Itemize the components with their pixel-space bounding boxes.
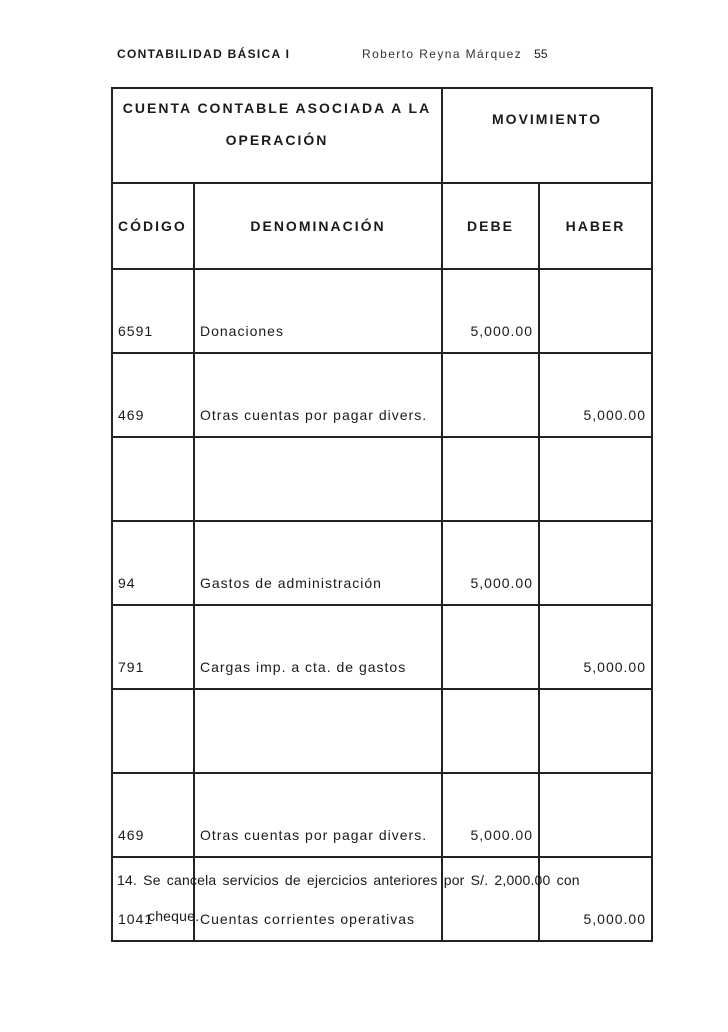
cell-debe [442,689,539,773]
group-header-movement: MOVIMIENTO [442,88,652,183]
table-row [112,773,652,857]
table-row [112,605,652,689]
cell-haber: 5,000.00 [539,353,652,437]
cell-denominacion: Otras cuentas por pagar divers. [194,353,442,437]
page-number: 55 [534,47,548,61]
cell-codigo: 469 [112,353,194,437]
cell-haber [539,521,652,605]
cell-haber [539,437,652,521]
col-header-haber: HABER [539,183,652,269]
cell-debe: 5,000.00 [442,521,539,605]
table-row [112,689,652,773]
cell-denominacion [194,689,442,773]
table-row [112,269,652,353]
cell-denominacion: Otras cuentas por pagar divers. [194,773,442,857]
cell-codigo [112,689,194,773]
cell-codigo: 94 [112,521,194,605]
cell-codigo: 469 [112,773,194,857]
cell-debe: 5,000.00 [442,773,539,857]
cell-debe [442,353,539,437]
cell-codigo [112,437,194,521]
cell-denominacion: Donaciones [194,269,442,353]
cell-haber: 5,000.00 [539,857,652,941]
running-header-author: Roberto Reyna Márquez [362,47,523,61]
exercise-note [117,862,580,934]
cell-haber [539,269,652,353]
running-header-right [362,47,548,61]
col-header-denominacion: DENOMINACIÓN [194,183,442,269]
table-row [112,521,652,605]
table-row [112,353,652,437]
journal-entry-table [111,87,653,942]
col-header-codigo: CÓDIGO [112,183,194,269]
cell-denominacion: Cuentas corrientes operativas [194,857,442,941]
cell-haber: 5,000.00 [539,605,652,689]
cell-debe: 5,000.00 [442,269,539,353]
col-header-debe: DEBE [442,183,539,269]
running-header-title: CONTABILIDAD BÁSICA I [117,47,291,61]
cell-denominacion: Cargas imp. a cta. de gastos [194,605,442,689]
group-header-account: CUENTA CONTABLE ASOCIADA A LA OPERACIÓN [112,88,442,183]
cell-codigo: 1041 [112,857,194,941]
cell-debe [442,605,539,689]
cell-denominacion [194,437,442,521]
cell-haber [539,773,652,857]
cell-denominacion: Gastos de administración [194,521,442,605]
cell-debe [442,437,539,521]
group-header-row [112,88,652,183]
note-line-1: 14. Se cancela servicios de ejercicios anteriores por S/. 2,000.00 con [117,872,580,888]
cell-codigo: 791 [112,605,194,689]
cell-haber [539,689,652,773]
note-line-2: cheque. [148,908,200,924]
cell-codigo: 6591 [112,269,194,353]
column-header-row [112,183,652,269]
table-row [112,437,652,521]
